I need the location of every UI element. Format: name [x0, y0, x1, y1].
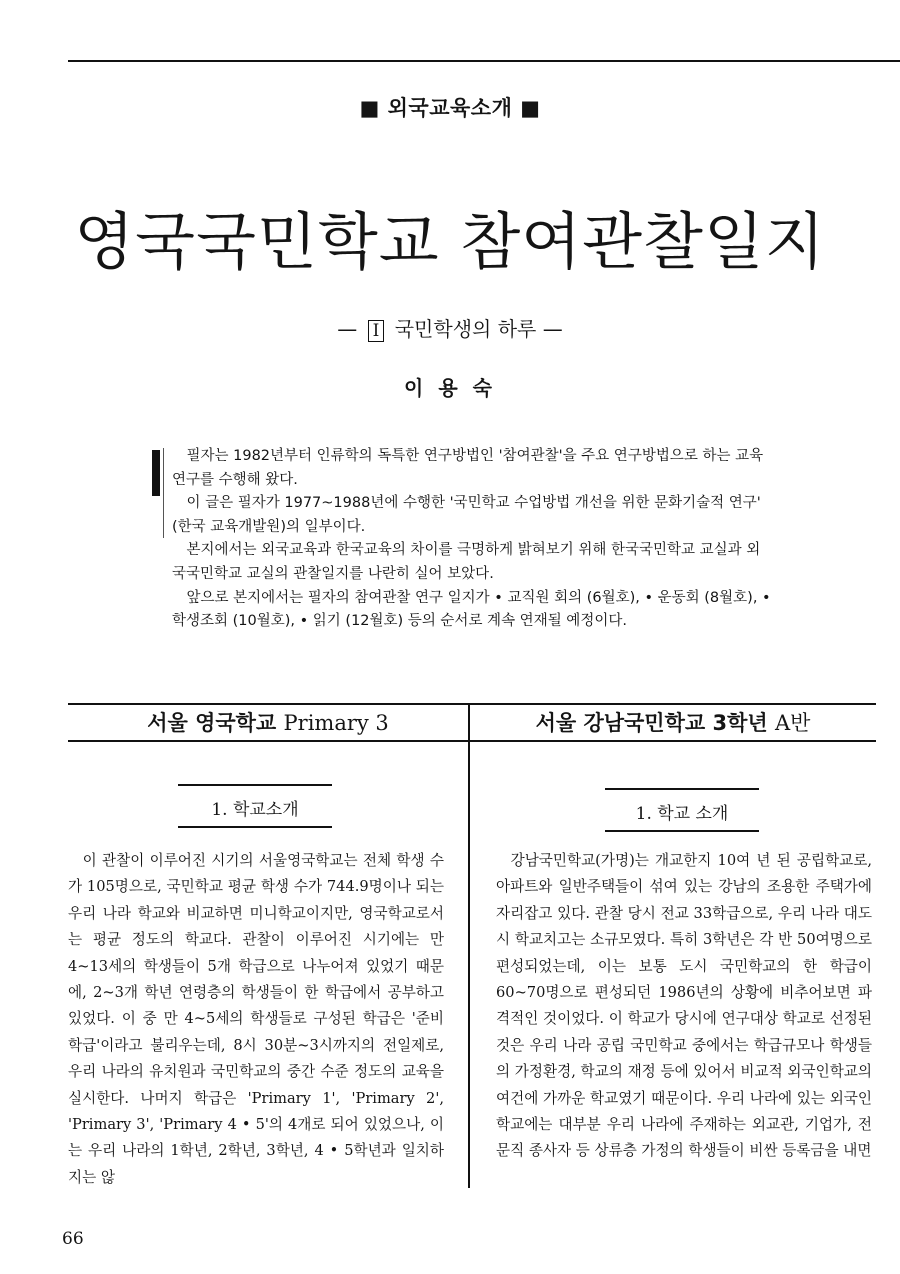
square-bullet-icon: ■ [359, 96, 380, 120]
section-label [0, 92, 900, 122]
right-heading-korean: 서울 강남국민학교 3학년 [535, 711, 768, 735]
series-number: I [368, 320, 385, 342]
subtitle-text: 국민학생의 하루 [394, 317, 537, 341]
column-header-bottom-rule [68, 740, 876, 742]
intro-paragraph: 앞으로 본지에서는 필자의 참여관찰 연구 일지가 • 교직원 회의 (6월호), • 운동회 (8월호), • 학생조회 (10월호), • 읽기 (12월호) 등의 순서로 계속 연재될 예정이다. [172, 589, 771, 630]
right-section-title-rule-top [605, 788, 759, 790]
left-column-heading [68, 707, 468, 737]
left-column-body [68, 848, 444, 1191]
column-divider [468, 703, 470, 1188]
intro-accent-line [163, 448, 164, 538]
article-title: 영국국민학교 참여관찰일지 [74, 205, 826, 278]
dash-right: — [542, 317, 563, 341]
left-section-title: 1. 학교소개 [211, 800, 299, 820]
section-label-text: 외국교육소개 [387, 96, 513, 120]
right-section-title: 1. 학교 소개 [635, 804, 729, 824]
intro-block [172, 445, 772, 634]
right-column-heading [470, 707, 876, 737]
left-section-title-rule-bottom [178, 826, 332, 828]
right-column-body [496, 848, 872, 1165]
page-number: 66 [62, 1229, 84, 1249]
article-subtitle [0, 313, 900, 342]
left-heading-korean: 서울 영국학교 [147, 711, 277, 735]
top-rule [68, 60, 900, 62]
right-body-paragraph: 강남국민학교(가명)는 개교한지 10여 년 된 공립학교로, 아파트와 일반주택들이 섞여 있는 강남의 조용한 주택가에 자리잡고 있다. 관찰 당시 전교 33학급으로, 우리 나라 대도시 학교치고는 소규모였다. 특히 3학년은 각 반 50여명으로 편성되었는데, 이는 보통 도시 국민학교의 한 학급이 60~70명으로 편성되던 1986년의 상황에 비추어보면 파격적인 것이었다. 이 학교가 당시에 연구대상 학교로 선정된 것은 우리 나라 공립 국민학교 중에서는 학급규모나 학생들의 가정환경, 학교의 재정 등에 있어서 비교적 외국인학교의 여건에 가까운 학교였기 때문이다. 우리 나라에 있는 외국인학교에는 대부분 우리 나라에 주재하는 외교관, 기업가, 전문직 종사자 등 상류층 가정의 학생들이 비싼 등록금을 내면 [496, 852, 872, 1160]
author-name: 이 용 숙 [404, 376, 496, 400]
column-header-top-rule [68, 703, 876, 705]
intro-paragraph: 이 글은 필자가 1977~1988년에 수행한 '국민학교 수업방법 개선을 위한 문화기술적 연구' (한국 교육개발원)의 일부이다. [172, 495, 761, 535]
right-section-title-rule-bottom [605, 830, 759, 832]
left-section-title-rule-top [178, 784, 332, 786]
right-heading-english: A반 [774, 711, 811, 735]
dash-left: — [337, 317, 358, 341]
left-body-paragraph: 이 관찰이 이루어진 시기의 서울영국학교는 전체 학생 수가 105명으로, 국민학교 평균 학생 수가 744.9명이나 되는 우리 나라 학교와 비교하면 미니학교이지만, 영국학교로서는 평균 정도의 학교다. 관찰이 이루어진 시기에는 만 4~13세의 학생들이 5개 학급으로 나누어져 있었기 때문에, 2~3개 학년 연령층의 학생들이 한 학급에서 공부하고 있었다. 이 중 만 4~5세의 학생들로 구성된 학급은 '준비 학급'이라고 불리우는데, 8시 30분~3시까지의 전일제로, 우리 나라의 유치원과 국민학교의 중간 수준 정도의 교육을 실시한다. 나머지 학급은 'Primary 1', 'Primary 2', 'Primary 3', 'Primary 4 • 5'의 4개로 되어 있었으나, 이는 우리 나라의 1학년, 2학년, 3학년, 4 • 5학년과 일치하지는 않 [68, 852, 444, 1186]
square-bullet-icon: ■ [520, 96, 541, 120]
intro-paragraph: 본지에서는 외국교육과 한국교육의 차이를 극명하게 밝혀보기 위해 한국국민학교 교실과 외국국민학교 교실의 관찰일지를 나란히 실어 보았다. [172, 542, 761, 582]
intro-accent-bar [152, 450, 160, 496]
left-heading-english: Primary 3 [283, 711, 389, 735]
intro-paragraph: 필자는 1982년부터 인류학의 독특한 연구방법인 '참여관찰'을 주요 연구방법으로 하는 교육연구를 수행해 왔다. [172, 448, 764, 488]
